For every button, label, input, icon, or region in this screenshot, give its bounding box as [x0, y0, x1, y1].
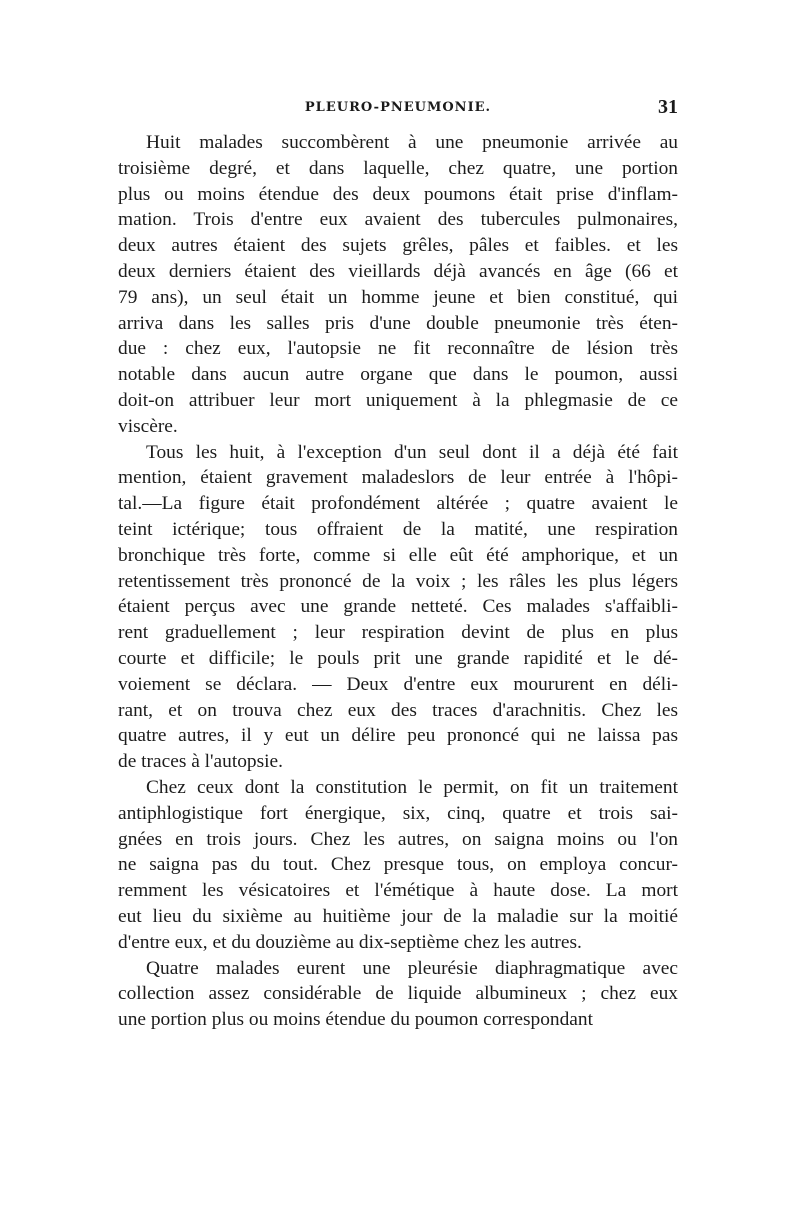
text-line: tal.—La figure était profondément altérée ; quatre avaient le: [118, 493, 678, 515]
text-line: Chez ceux dont la constitution le permit, on fit un traitement: [146, 776, 678, 798]
text-line: de traces à l'autopsie.: [118, 751, 284, 773]
text-line: Huit malades succombèrent à une pneumonie arrivée au: [146, 132, 678, 153]
text-line: retentissement très prononcé de la voix ; les râles les plus légers: [118, 570, 678, 592]
text-line: voiement se déclara. — Deux d'entre eux moururent en déli-: [118, 673, 678, 695]
text-line: rent graduellement ; leur respiration devint de plus en plus: [118, 622, 678, 644]
text-line: notable dans aucun autre organe que dans le poumon, aussi: [118, 364, 678, 386]
text-line: 79 ans), un seul était un homme jeune et bien constitué, qui: [118, 286, 678, 308]
text-line: arriva dans les salles pris d'une double pneumonie très éten-: [118, 312, 678, 334]
text-line: deux autres étaient des sujets grêles, pâles et faibles. et les: [118, 235, 678, 257]
text-line: deux derniers étaient des vieillards déjà avancés en âge (66 et: [118, 260, 678, 282]
text-line: antiphlogistique fort énergique, six, cinq, quatre et trois sai-: [118, 802, 678, 824]
paragraph: [118, 956, 678, 1033]
paragraph: [118, 775, 678, 956]
running-title: PLEURO-PNEUMONIE.: [304, 100, 492, 115]
text-line: troisième degré, et dans laquelle, chez quatre, une portion: [118, 157, 678, 179]
text-line: gnées en trois jours. Chez les autres, on saigna moins ou l'on: [118, 828, 678, 850]
text-line: ne saigna pas du tout. Chez presque tous, on employa concur-: [118, 854, 678, 876]
text-line: plus ou moins étendue des deux poumons était prise d'inflam-: [118, 183, 678, 205]
text-line: remment les vésicatoires et l'émétique à haute dose. La mort: [118, 880, 678, 902]
text-line: Quatre malades eurent une pleurésie diaphragmatique avec: [146, 957, 678, 979]
text-line: collection assez considérable de liquide albumineux ; chez eux: [118, 983, 678, 1005]
body-text: [118, 130, 678, 1033]
text-line: mation. Trois d'entre eux avaient des tubercules pulmonaires,: [118, 209, 678, 231]
text-line: doit-on attribuer leur mort uniquement à la phlegmasie de ce: [118, 389, 678, 411]
text-line: eut lieu du sixième au huitième jour de la maladie sur la moitié: [118, 905, 678, 927]
text-line: courte et difficile; le pouls prit une grande rapidité et le dé-: [118, 647, 678, 669]
text-line: étaient perçus avec une grande netteté. Ces malades s'affaibli-: [118, 596, 678, 618]
text-line: rant, et on trouva chez eux des traces d'arachnitis. Chez les: [118, 699, 678, 721]
text-line: d'entre eux, et du douzième au dix-septième chez les autres.: [118, 931, 582, 953]
text-line: une portion plus ou moins étendue du poumon correspondant: [118, 1009, 593, 1031]
text-line: Tous les huit, à l'exception d'un seul dont il a déjà été fait: [146, 441, 678, 463]
text-line: viscère.: [118, 415, 178, 437]
paragraph: [118, 440, 678, 775]
text-line: mention, étaient gravement maladeslors de leur entrée à l'hôpi-: [118, 467, 678, 489]
paragraph: [118, 130, 678, 440]
text-line: teint ictérique; tous offraient de la matité, une respiration: [118, 518, 678, 540]
text-line: due : chez eux, l'autopsie ne fit reconnaître de lésion très: [118, 338, 678, 360]
text-line: quatre autres, il y eut un délire peu prononcé qui ne laissa pas: [118, 725, 678, 747]
page-header: [118, 98, 678, 122]
page-number: 31: [658, 96, 678, 118]
text-line: bronchique très forte, comme si elle eût été amphorique, et un: [118, 544, 678, 566]
